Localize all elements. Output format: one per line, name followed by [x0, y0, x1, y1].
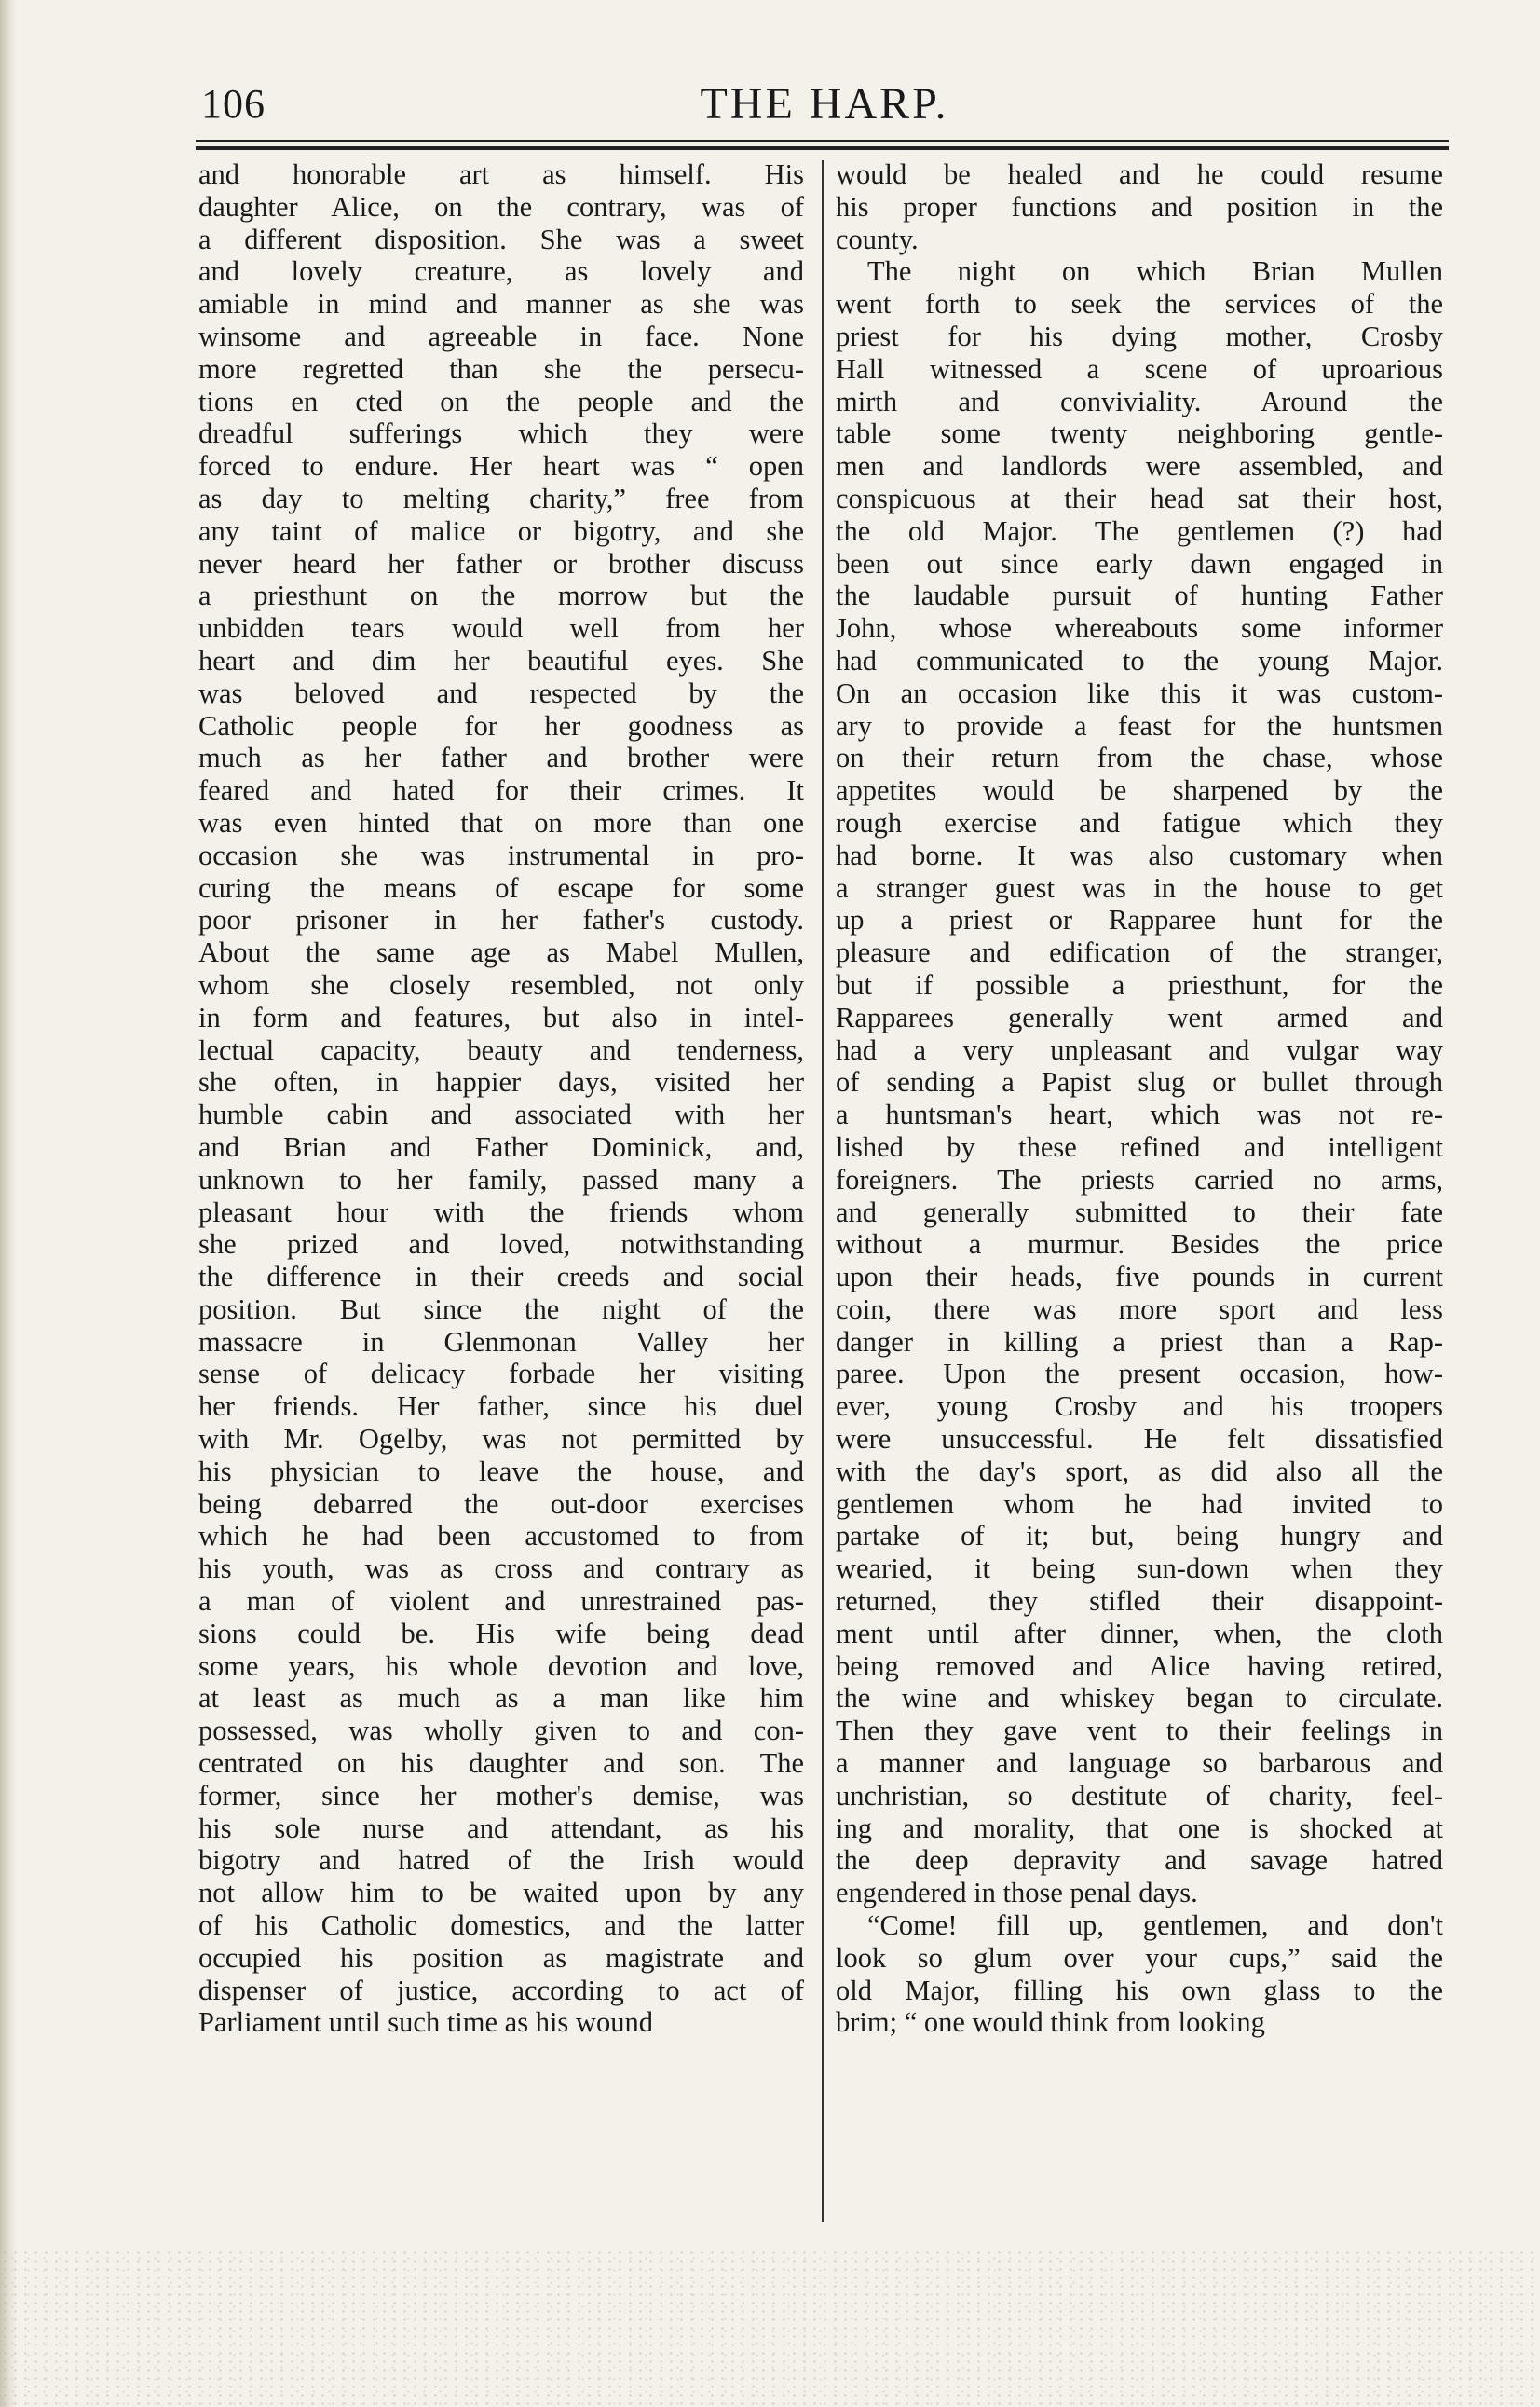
- text-line: possessed, was wholly given to and con-: [198, 1715, 804, 1747]
- text-line: dispenser of justice, according to act of: [198, 1974, 804, 2006]
- text-line: returned, they stifled their disappoint-: [836, 1585, 1443, 1618]
- page-number: 106: [201, 81, 266, 127]
- text-line: coin, there was more sport and less: [836, 1292, 1443, 1325]
- text-line: paree. Upon the present occasion, how-: [836, 1358, 1443, 1390]
- text-line: at least as much as a man like him: [198, 1682, 804, 1715]
- text-line: Hall witnessed a scene of uproarious: [836, 352, 1443, 385]
- text-line: occasion she was instrumental in pro-: [198, 839, 804, 871]
- text-line: not allow him to be waited upon by any: [198, 1877, 804, 1909]
- text-line: pleasant hour with the friends whom: [198, 1196, 804, 1228]
- text-line: John, whose whereabouts some informer: [836, 612, 1443, 645]
- text-line: Catholic people for her goodness as: [198, 709, 804, 742]
- text-line: amiable in mind and manner as she was: [198, 288, 804, 321]
- text-line: engendered in those penal days.: [836, 1877, 1198, 1909]
- text-line: feared and hated for their crimes. It: [198, 774, 804, 807]
- text-line: the wine and whiskey began to circulate.: [836, 1682, 1443, 1715]
- right-text-column: [836, 158, 1443, 2222]
- text-line: sions could be. His wife being dead: [198, 1617, 804, 1649]
- text-line: and Brian and Father Dominick, and,: [198, 1130, 804, 1163]
- text-line: his physician to leave the house, and: [198, 1455, 804, 1487]
- text-line: the laudable pursuit of hunting Father: [836, 580, 1443, 612]
- text-line: old Major, filling his own glass to the: [836, 1974, 1443, 2006]
- text-line: dreadful sufferings which they were: [198, 417, 804, 450]
- text-line: his youth, was as cross and contrary as: [198, 1552, 804, 1585]
- text-line: partake of it; but, being hungry and: [836, 1520, 1443, 1552]
- text-line: ary to provide a feast for the huntsmen: [836, 709, 1443, 742]
- text-line: Parliament until such time as his wound: [198, 2006, 653, 2039]
- paper-speckle: [0, 2249, 1540, 2407]
- left-text-column: [198, 158, 804, 2222]
- text-line: sense of delicacy forbade her visiting: [198, 1358, 804, 1390]
- text-line: position. But since the night of the: [198, 1292, 804, 1325]
- text-line: Then they gave vent to their feelings in: [836, 1715, 1443, 1747]
- text-line: a priesthunt on the morrow but the: [198, 580, 804, 612]
- text-line: and honorable art as himself. His: [198, 158, 804, 190]
- text-line: On an occasion like this it was custom-: [836, 677, 1443, 709]
- text-line: gentlemen whom he had invited to: [836, 1487, 1443, 1520]
- text-line: with Mr. Ogelby, was not permitted by: [198, 1423, 804, 1456]
- text-line: ever, young Crosby and his troopers: [836, 1390, 1443, 1423]
- text-line: been out since early dawn engaged in: [836, 547, 1443, 580]
- text-line: tions en cted on the people and the: [198, 385, 804, 417]
- text-line: bigotry and hatred of the Irish would: [198, 1844, 804, 1877]
- text-line: unchristian, so destitute of charity, feel-: [836, 1779, 1443, 1812]
- text-line: appetites would be sharpened by the: [836, 774, 1443, 807]
- text-line: and lovely creature, as lovely and: [198, 255, 804, 288]
- text-line: heart and dim her beautiful eyes. She: [198, 644, 804, 677]
- text-line: whom she closely resembled, not only: [198, 968, 804, 1001]
- text-line: she prized and loved, notwithstanding: [198, 1228, 804, 1261]
- text-line: had borne. It was also customary when: [836, 839, 1443, 871]
- text-line: curing the means of escape for some: [198, 871, 804, 904]
- text-line: without a murmur. Besides the price: [836, 1228, 1443, 1261]
- page-header: [196, 76, 1453, 142]
- text-line: his proper functions and position in the: [836, 190, 1443, 223]
- text-line: a stranger guest was in the house to get: [836, 871, 1443, 904]
- column-divider: [822, 160, 824, 2222]
- text-line: look so glum over your cups,” said the: [836, 1941, 1443, 1974]
- text-line: but if possible a priesthunt, for the: [836, 968, 1443, 1001]
- text-line: former, since her mother's demise, was: [198, 1779, 804, 1812]
- text-line: as day to melting charity,” free from: [198, 482, 804, 514]
- text-line: rough exercise and fatigue which they: [836, 806, 1443, 839]
- text-line: any taint of malice or bigotry, and she: [198, 514, 804, 547]
- text-line: wearied, it being sun-down when they: [836, 1552, 1443, 1585]
- text-line: priest for his dying mother, Crosby: [836, 320, 1443, 352]
- text-line: a different disposition. She was a sweet: [198, 223, 804, 255]
- text-line: ment until after dinner, when, the cloth: [836, 1617, 1443, 1649]
- text-line: on their return from the chase, whose: [836, 742, 1443, 774]
- text-line: occupied his position as magistrate and: [198, 1941, 804, 1974]
- text-line: danger in killing a priest than a Rap-: [836, 1325, 1443, 1358]
- header-rule-thin: [196, 140, 1449, 142]
- text-line: much as her father and brother were: [198, 742, 804, 774]
- text-line: forced to endure. Her heart was “ open: [198, 450, 804, 483]
- text-line: she often, in happier days, visited her: [198, 1066, 804, 1099]
- text-line: The night on which Brian Mullen: [867, 255, 1443, 288]
- text-line: mirth and conviviality. Around the: [836, 385, 1443, 417]
- text-line: massacre in Glenmonan Valley her: [198, 1325, 804, 1358]
- text-line: in form and features, but also in intel-: [198, 1001, 804, 1033]
- text-line: of sending a Papist slug or bullet through: [836, 1066, 1443, 1099]
- text-line: up a priest or Rapparee hunt for the: [836, 904, 1443, 937]
- text-line: his sole nurse and attendant, as his: [198, 1812, 804, 1844]
- header-rule-thick: [196, 146, 1449, 150]
- text-line: of his Catholic domestics, and the latter: [198, 1909, 804, 1942]
- text-line: upon their heads, five pounds in current: [836, 1261, 1443, 1293]
- text-line: being debarred the out-door exercises: [198, 1487, 804, 1520]
- text-line: conspicuous at their head sat their host,: [836, 482, 1443, 514]
- text-line: the difference in their creeds and social: [198, 1261, 804, 1293]
- text-line: and generally submitted to their fate: [836, 1196, 1443, 1228]
- text-line: some years, his whole devotion and love,: [198, 1649, 804, 1682]
- text-line: the deep depravity and savage hatred: [836, 1844, 1443, 1877]
- text-line: were unsuccessful. He felt dissatisfied: [836, 1423, 1443, 1456]
- text-line: which he had been accustomed to from: [198, 1520, 804, 1552]
- text-line: the old Major. The gentlemen (?) had: [836, 514, 1443, 547]
- text-line: lished by these refined and intelligent: [836, 1130, 1443, 1163]
- text-line: foreigners. The priests carried no arms,: [836, 1163, 1443, 1196]
- text-line: pleasure and edification of the stranger,: [836, 937, 1443, 969]
- text-line: “Come! fill up, gentlemen, and don't: [867, 1909, 1443, 1942]
- text-line: poor prisoner in her father's custody.: [198, 904, 804, 937]
- text-line: more regretted than she the persecu-: [198, 352, 804, 385]
- text-line: was beloved and respected by the: [198, 677, 804, 709]
- text-line: went forth to seek the services of the: [836, 288, 1443, 321]
- page-binding-edge: [0, 0, 17, 2407]
- text-line: a man of violent and unrestrained pas-: [198, 1585, 804, 1618]
- text-line: ing and morality, that one is shocked at: [836, 1812, 1443, 1844]
- text-line: would be healed and he could resume: [836, 158, 1443, 190]
- text-line: a huntsman's heart, which was not re-: [836, 1099, 1443, 1131]
- text-line: had communicated to the young Major.: [836, 644, 1443, 677]
- text-line: men and landlords were assembled, and: [836, 450, 1443, 483]
- text-line: with the day's sport, as did also all the: [836, 1455, 1443, 1487]
- running-title: THE HARP.: [700, 79, 949, 129]
- text-line: unbidden tears would well from her: [198, 612, 804, 645]
- text-line: centrated on his daughter and son. The: [198, 1747, 804, 1780]
- text-line: was even hinted that on more than one: [198, 806, 804, 839]
- text-line: lectual capacity, beauty and tenderness,: [198, 1033, 804, 1066]
- text-line: table some twenty neighboring gentle-: [836, 417, 1443, 450]
- text-line: brim; “ one would think from looking: [836, 2006, 1265, 2039]
- text-line: daughter Alice, on the contrary, was of: [198, 190, 804, 223]
- text-line: had a very unpleasant and vulgar way: [836, 1033, 1443, 1066]
- text-line: county.: [836, 223, 919, 255]
- text-line: About the same age as Mabel Mullen,: [198, 937, 804, 969]
- text-line: never heard her father or brother discuss: [198, 547, 804, 580]
- text-line: Rapparees generally went armed and: [836, 1001, 1443, 1033]
- text-line: winsome and agreeable in face. None: [198, 320, 804, 352]
- text-line: unknown to her family, passed many a: [198, 1163, 804, 1196]
- text-line: being removed and Alice having retired,: [836, 1649, 1443, 1682]
- text-line: a manner and language so barbarous and: [836, 1747, 1443, 1780]
- text-line: humble cabin and associated with her: [198, 1099, 804, 1131]
- text-line: her friends. Her father, since his duel: [198, 1390, 804, 1423]
